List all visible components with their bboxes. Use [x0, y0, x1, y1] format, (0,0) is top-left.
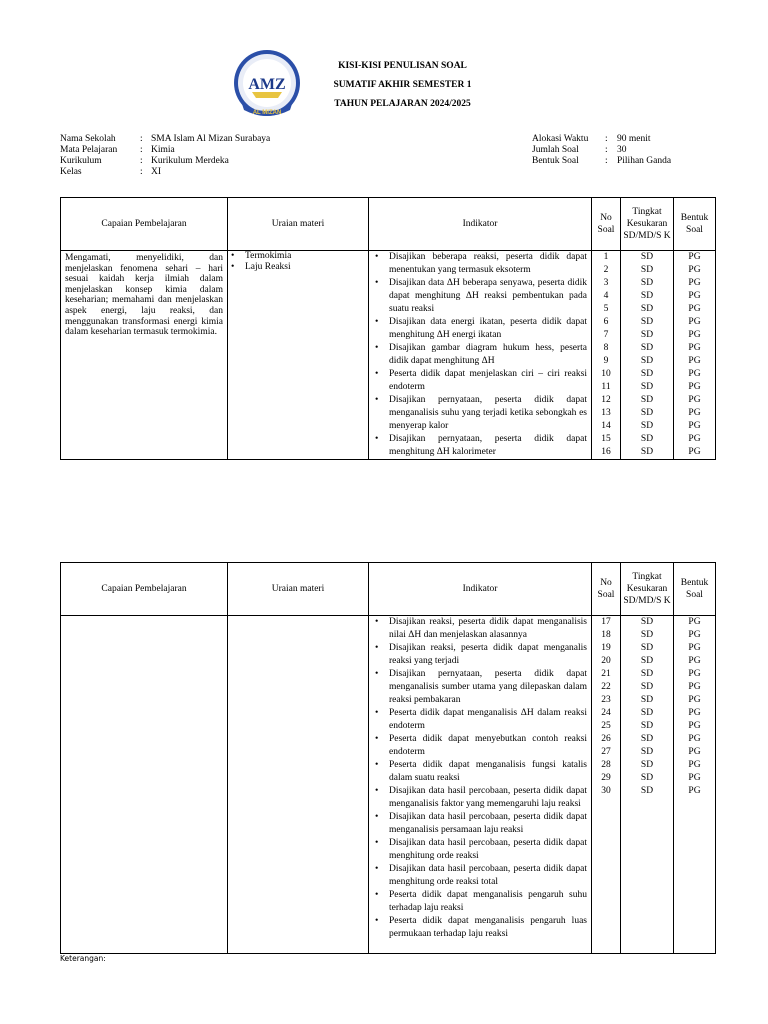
header-bentuk: Bentuk Soal [674, 198, 716, 251]
cell-value: PG [688, 734, 701, 744]
cell-value: PG [688, 278, 701, 288]
list-item: • Disajikan reaksi, peserta didik dapat menganalis reaksi yang terjadi [369, 642, 591, 668]
document-title [310, 57, 495, 114]
cell-value: 18 [601, 630, 611, 640]
capaian-cell [61, 616, 228, 954]
info-row: Bentuk Soal : Pilihan Ganda [532, 156, 672, 166]
kisi-kisi-table-2 [60, 562, 716, 954]
no-soal-cell [592, 251, 621, 460]
cell-value: 5 [603, 304, 609, 314]
header-uraian: Uraian materi [228, 198, 369, 251]
school-logo [232, 48, 302, 118]
cell-value: 19 [601, 643, 611, 653]
cell-value: PG [688, 395, 701, 405]
cell-value: PG [688, 643, 701, 653]
cell-value: SD [640, 356, 654, 366]
cell-value: SD [640, 278, 654, 288]
info-row: Mata Pelajaran : Kimia [60, 145, 175, 155]
cell-value: 14 [601, 421, 611, 431]
cell-value: 8 [603, 343, 609, 353]
cell-value: SD [640, 695, 654, 705]
uraian-cell [228, 616, 369, 954]
cell-value: 21 [601, 669, 611, 679]
cell-value: SD [640, 317, 654, 327]
cell-value: 9 [603, 356, 609, 366]
cell-value: SD [640, 304, 654, 314]
list-item: • Disajikan reaksi, peserta didik dapat menganalisis nilai ΔH dan menjelaskan alasannya [369, 616, 591, 642]
cell-value: SD [640, 382, 654, 392]
cell-value: SD [640, 421, 654, 431]
cell-value: SD [640, 669, 654, 679]
bentuk-cell [674, 251, 716, 460]
cell-value: SD [640, 408, 654, 418]
svg-text:AL MIZAN: AL MIZAN [252, 110, 282, 116]
cell-value: 11 [601, 382, 611, 392]
cell-value: 10 [601, 369, 611, 379]
cell-value: 24 [601, 708, 611, 718]
cell-value: SD [640, 734, 654, 744]
indikator-list [369, 251, 591, 459]
table-row [61, 616, 716, 954]
cell-value: PG [688, 447, 701, 457]
list-item: • Peserta didik dapat menganalisis pengaruh luas permukaan terhadap laju reaksi [369, 915, 591, 941]
cell-value: SD [640, 773, 654, 783]
no-soal-cell [592, 616, 621, 954]
cell-value: SD [640, 682, 654, 692]
list-item: • Peserta didik dapat menganalisis pengaruh suhu terhadap laju reaksi [369, 889, 591, 915]
cell-value: SD [640, 721, 654, 731]
cell-value: PG [688, 656, 701, 666]
cell-value: SD [640, 617, 654, 627]
cell-value: 20 [601, 656, 611, 666]
cell-value: SD [640, 747, 654, 757]
cell-value: PG [688, 317, 701, 327]
cell-value: 22 [601, 682, 611, 692]
indikator-list [369, 616, 591, 941]
cell-value: SD [640, 656, 654, 666]
list-item: • Disajikan data hasil percobaan, peserta didik dapat menghitung orde reaksi total [369, 863, 591, 889]
cell-value: 28 [601, 760, 611, 770]
indikator-cell [369, 616, 592, 954]
cell-value: 12 [601, 395, 611, 405]
list-item: • Disajikan data hasil percobaan, peserta didik dapat menganalisis faktor yang memengaruhi laju reaksi [369, 785, 591, 811]
header-indikator: Indikator [369, 563, 592, 616]
tingkat-cell [621, 251, 674, 460]
cell-value: PG [688, 721, 701, 731]
cell-value: 1 [603, 252, 609, 262]
header-uraian: Uraian materi [228, 563, 369, 616]
cell-value: PG [688, 304, 701, 314]
cell-value: SD [640, 265, 654, 275]
list-item: • Peserta didik dapat menjelaskan ciri – ciri reaksi endoterm [369, 368, 591, 394]
cell-value: PG [688, 369, 701, 379]
cell-value: PG [688, 265, 701, 275]
list-item: • Peserta didik dapat menganalisis ΔH dalam reaksi endoterm [369, 707, 591, 733]
list-item: • Laju Reaksi [228, 262, 368, 273]
school-info [60, 134, 270, 178]
header-capaian: Capaian Pembelajaran [61, 563, 228, 616]
list-item: • Peserta didik dapat menyebutkan contoh reaksi endoterm [369, 733, 591, 759]
cell-value: 4 [603, 291, 609, 301]
cell-value: SD [640, 643, 654, 653]
list-item: • Disajikan gambar diagram hukum hess, peserta didik dapat menghitung ΔH [369, 342, 591, 368]
tingkat-cell [621, 616, 674, 954]
cell-value: PG [688, 760, 701, 770]
title-line-1: KISI-KISI PENULISAN SOAL [338, 61, 467, 71]
cell-value: PG [688, 708, 701, 718]
cell-value: 26 [601, 734, 611, 744]
cell-value: 3 [603, 278, 609, 288]
cell-value: 27 [601, 747, 611, 757]
header-tingkat: Tingkat Kesukaran SD/MD/S K [621, 198, 674, 251]
cell-value: PG [688, 434, 701, 444]
cell-value: SD [640, 630, 654, 640]
cell-value: PG [688, 252, 701, 262]
table-header-row [61, 563, 716, 616]
cell-value: 17 [601, 617, 611, 627]
table-row [61, 251, 716, 460]
kisi-kisi-table-1 [60, 197, 716, 460]
bentuk-cell [674, 616, 716, 954]
list-item: • Disajikan data ΔH beberapa senyawa, peserta didik dapat menghitung ΔH reaksi pembentukan pada suatu reaksi [369, 277, 591, 316]
cell-value: 6 [603, 317, 609, 327]
list-item: • Disajikan data energi ikatan, peserta didik dapat menghitung ΔH energi ikatan [369, 316, 591, 342]
list-item: • Disajikan beberapa reaksi, peserta didik dapat menentukan yang termasuk eksoterm [369, 251, 591, 277]
cell-value: 16 [601, 447, 611, 457]
cell-value: PG [688, 291, 701, 301]
cell-value: PG [688, 695, 701, 705]
uraian-list [228, 251, 368, 272]
indikator-cell [369, 251, 592, 460]
title-line-3: TAHUN PELAJARAN 2024/2025 [334, 99, 471, 109]
header-no-soal: No Soal [592, 563, 621, 616]
info-row: Kurikulum : Kurikulum Merdeka [60, 156, 229, 166]
cell-value: SD [640, 330, 654, 340]
header-no-soal: No Soal [592, 198, 621, 251]
cell-value: PG [688, 682, 701, 692]
cell-value: 23 [601, 695, 611, 705]
exam-info [532, 134, 671, 167]
cell-value: SD [640, 369, 654, 379]
header-indikator: Indikator [369, 198, 592, 251]
info-row: Jumlah Soal : 30 [532, 145, 627, 155]
list-item: • Disajikan data hasil percobaan, peserta didik dapat menganalisis persamaan laju reaksi [369, 811, 591, 837]
cell-value: SD [640, 760, 654, 770]
list-item: • Disajikan pernyataan, peserta didik dapat menganalisis suhu yang terjadi ketika sebongkah es menyerap kalor [369, 394, 591, 433]
cell-value: 25 [601, 721, 611, 731]
cell-value: SD [640, 786, 654, 796]
cell-value: PG [688, 382, 701, 392]
cell-value: PG [688, 330, 701, 340]
cell-value: PG [688, 773, 701, 783]
cell-value: PG [688, 421, 701, 431]
cell-value: PG [688, 786, 701, 796]
cell-value: 15 [601, 434, 611, 444]
cell-value: 2 [603, 265, 609, 275]
cell-value: SD [640, 252, 654, 262]
title-line-2: SUMATIF AKHIR SEMESTER 1 [333, 80, 472, 90]
cell-value: PG [688, 747, 701, 757]
cell-value: PG [688, 669, 701, 679]
cell-value: SD [640, 434, 654, 444]
cell-value: PG [688, 343, 701, 353]
cell-value: PG [688, 408, 701, 418]
list-item: • Termokimia [228, 251, 368, 262]
cell-value: 30 [601, 786, 611, 796]
list-item: • Disajikan pernyataan, peserta didik dapat menghitung ΔH kalorimeter [369, 433, 591, 459]
cell-value: 29 [601, 773, 611, 783]
cell-value: SD [640, 343, 654, 353]
info-row: Nama Sekolah : SMA Islam Al Mizan Surabaya [60, 134, 271, 144]
header-capaian: Capaian Pembelajaran [61, 198, 228, 251]
list-item: • Peserta didik dapat menganalisis fungsi katalis dalam suatu reaksi [369, 759, 591, 785]
cell-value: 13 [601, 408, 611, 418]
cell-value: PG [688, 617, 701, 627]
header-tingkat: Tingkat Kesukaran SD/MD/S K [621, 563, 674, 616]
svg-text:AMZ: AMZ [248, 76, 286, 93]
cell-value: SD [640, 291, 654, 301]
cell-value: SD [640, 395, 654, 405]
capaian-cell: Mengamati, menyelidiki, dan menjelaskan fenomena sehari – hari sesuai kaidah kerja ilmiah dalam menjelaskan konsep kimia dalam keseharian; memahami dan menjelaskan aspek energi, laju reaksi, dan menggunakan transformasi energi kimia dalam keseharian termasuk termokimia. [61, 251, 228, 460]
cell-value: SD [640, 447, 654, 457]
keterangan-label: Keterangan: [60, 954, 106, 963]
cell-value: PG [688, 630, 701, 640]
cell-value: SD [640, 708, 654, 718]
cell-value: 7 [603, 330, 609, 340]
uraian-cell [228, 251, 369, 460]
cell-value: PG [688, 356, 701, 366]
list-item: • Disajikan pernyataan, peserta didik dapat menganalisis sumber utama yang dilepaskan dalam reaksi pembakaran [369, 668, 591, 707]
table-header-row [61, 198, 716, 251]
info-row: Kelas : XI [60, 167, 162, 177]
info-row: Alokasi Waktu : 90 menit [532, 134, 651, 144]
header-bentuk: Bentuk Soal [674, 563, 716, 616]
list-item: • Disajikan data hasil percobaan, peserta didik dapat menghitung orde reaksi [369, 837, 591, 863]
